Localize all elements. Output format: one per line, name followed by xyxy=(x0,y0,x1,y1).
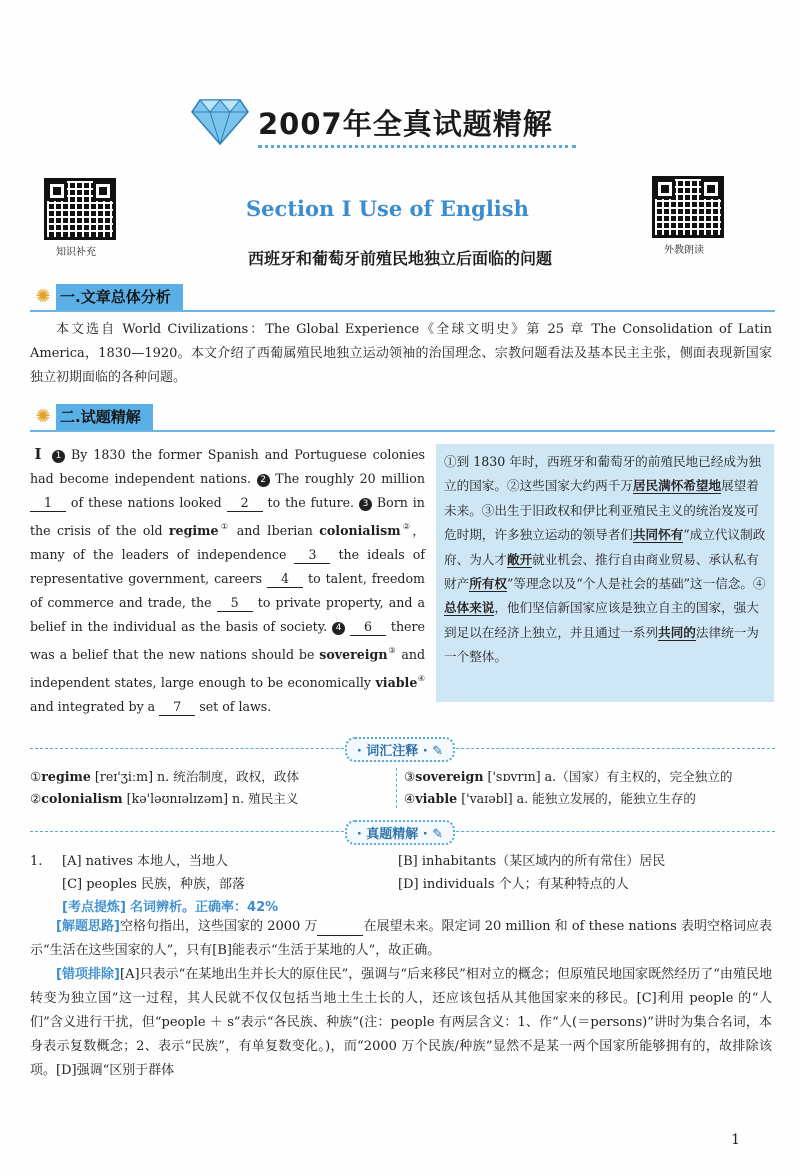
vocab-word: sovereign xyxy=(415,769,484,784)
vocab-num: ④ xyxy=(404,791,416,806)
passage-text: to the future. xyxy=(267,495,355,510)
vocab-def: ['sɒvrɪn] a.（国家）有主权的，完全独立的 xyxy=(487,769,733,784)
passage-text: the ideals of representative government, careers xyxy=(30,547,425,586)
passage-sentence: By 1830 the former Spanish and Portuguese colonies had become independent nations. xyxy=(30,447,425,486)
translation-highlight: 居民满怀希望地 xyxy=(632,478,722,494)
vocab-num: ③ xyxy=(404,769,416,784)
translation-text: ”等理念以及“个人是社会的基础”这一信念。④ xyxy=(506,576,766,592)
solution-idea xyxy=(30,915,772,963)
idea-text: 空格句指出，这些国家的 2000 万 xyxy=(119,919,318,934)
option-a[interactable]: [A] natives 本地人，当地人 xyxy=(62,854,229,869)
translation-text: ，他们坚信新国家应该是独立自主的国家，强大到足以在经济上独立，并且通过一系列 xyxy=(444,600,759,640)
vocab-heading xyxy=(0,737,800,762)
page-title: 2007年全真试题精解 xyxy=(258,107,553,141)
vocab-word: colonialism xyxy=(41,791,123,806)
vocab-word: viable xyxy=(375,675,418,690)
passage-paragraph xyxy=(30,442,425,719)
vocab-entry-4 xyxy=(404,788,696,810)
translation-highlight: 共同怀有 xyxy=(632,527,684,543)
vocab-def: [kə'ləʊnɪəlɪzəm] n. 殖民主义 xyxy=(126,791,299,806)
translation-highlight: 敞开 xyxy=(506,551,533,567)
footnote-marker: ③ xyxy=(387,646,397,655)
sentence-marker: 3 xyxy=(359,498,372,511)
sentence-marker: 4 xyxy=(332,622,345,635)
vocab-entry-2 xyxy=(30,788,299,810)
translation-text: 展望着未来。③出生于旧政权和伊比利亚殖民主义的统治岌岌可危时期，许多独立运动的领导者们 xyxy=(444,478,759,543)
lightbulb-icon: ✺ xyxy=(35,406,51,427)
lightbulb-icon: ✺ xyxy=(35,286,51,307)
answers-heading-label: · 真题精解 · xyxy=(356,827,428,842)
vocab-num: ① xyxy=(30,769,42,784)
passage-subtitle: 西班牙和葡萄牙前殖民地独立后面临的问题 xyxy=(247,249,552,268)
passage-text: to private property, and a belief in the individual as the basis of society. xyxy=(30,595,425,634)
wrong-tag: [错项排除] xyxy=(56,967,121,982)
blank-2[interactable]: 2 xyxy=(227,495,263,512)
vocab-word: viable xyxy=(415,791,458,806)
passage-text: The roughly 20 million xyxy=(275,471,425,486)
footnote-marker: ④ xyxy=(417,674,426,683)
wrong-text: [A]只表示“在某地出生并长大的原住民”，强调与“后来移民”相对立的概念；但原殖民地国家既然经历了“由殖民地转变为独立国”这一过程，其人民就不仅仅包括当地土生土长的人，还应该包括从其他国家来的移民。[C]利用 people 的“人们”含义进行干扰，但“people ＋ s”表示“各民族、种族”(注：people 有两层含义：1、作“人(＝persons)”讲时为集合名词，本身表示复数概念；2、表示“民族”，有单复数变化。)，而“2000 万个民族/种族”显然不是某一两个国家所能够拥有的，故排除该项。[D]强调“区别于群体 xyxy=(30,967,773,1078)
sentence-marker: 1 xyxy=(52,450,65,463)
analysis-text: 本文选自 World Civilizations：The Global Experience《全球文明史》第 25 章 The Consolidation of Latin America，1830—1920。本文介绍了西葡属殖民地独立运动领袖的治国理念、宗教问题看法及基本民主主张，侧面表现新国家独立初期面临的各种问题。 xyxy=(30,322,772,385)
pen-icon: ✎ xyxy=(432,827,444,842)
vocab-entry-1 xyxy=(30,766,299,788)
point-tag: [考点提炼] xyxy=(62,900,126,915)
passage-text: of these nations looked xyxy=(70,495,222,510)
translation-box xyxy=(436,444,774,702)
page-number: 1 xyxy=(731,1132,740,1148)
question-number: 1. xyxy=(30,854,43,869)
section-title: Section Ⅰ Use of English xyxy=(246,196,529,221)
blank-6[interactable]: 6 xyxy=(350,619,386,636)
pen-icon: ✎ xyxy=(432,744,444,759)
analysis-heading-bar xyxy=(30,284,775,312)
blank-1[interactable]: 1 xyxy=(30,495,66,512)
diamond-icon xyxy=(190,96,250,146)
vocab-column-divider xyxy=(396,768,397,808)
translation-highlight: 共同的 xyxy=(658,624,696,640)
footnote-marker: ② xyxy=(400,522,413,531)
passage-text: to talent, freedom of commerce and trade, the xyxy=(30,571,425,610)
analysis-heading: 一.文章总体分析 xyxy=(56,284,183,310)
vocab-entry-3 xyxy=(404,766,732,788)
title-underline xyxy=(258,145,576,148)
wrong-options xyxy=(30,963,772,1083)
qr-left-caption: 知识补充 xyxy=(56,247,96,258)
idea-text: 在展望未来。限定词 20 million 和 of these nations 表明空格词应表示“生活在这些国家的人”，只有[B]能表示“生活于某地的人”，故正确。 xyxy=(30,919,772,958)
translation-text: 就业机会、推行自由商业贸易、承认私有财产 xyxy=(444,551,759,592)
vocab-word: sovereign xyxy=(319,647,388,662)
paragraph-number: Ⅰ xyxy=(34,445,42,463)
passage-text: there was a belief that the new nations should be xyxy=(30,619,425,662)
option-c[interactable]: [C] peoples 民族，种族，部落 xyxy=(62,877,246,892)
blank-7[interactable]: 7 xyxy=(159,699,195,716)
vocab-word: colonialism xyxy=(319,523,401,538)
vocab-num: ② xyxy=(30,791,42,806)
translation-highlight: 所有权 xyxy=(469,576,507,592)
blank-4[interactable]: 4 xyxy=(267,571,303,588)
option-d[interactable]: [D] individuals 个人；有某种特点的人 xyxy=(398,877,629,892)
footnote-marker: ① xyxy=(218,522,231,531)
passage-text: and independent states, large enough to be economically xyxy=(30,647,426,690)
qr-code-right[interactable] xyxy=(652,176,724,238)
translation-text: ①到 1830 年时，西班牙和葡萄牙的前殖民地已经成为独立的国家。②这些国家大约两千万 xyxy=(444,454,762,494)
qr-code-left[interactable] xyxy=(44,178,116,240)
translation-text: “成立代议制政府、为人才 xyxy=(444,527,766,567)
blank-5[interactable]: 5 xyxy=(217,595,253,612)
answers-heading xyxy=(0,820,800,845)
sentence-marker: 2 xyxy=(257,474,270,487)
questions-heading: 二.试题精解 xyxy=(56,404,153,430)
idea-tag: [解题思路] xyxy=(56,919,120,934)
passage-text: Born in the crisis of the old xyxy=(30,495,425,538)
passage-text: and integrated by a xyxy=(30,699,156,714)
vocab-def: ['vaɪəbl] a. 能独立发展的，能独立生存的 xyxy=(461,791,696,806)
passage-text: ，many of the leaders of independence xyxy=(30,523,425,562)
vocab-word: regime xyxy=(168,523,219,538)
vocab-heading-label: · 词汇注释 · xyxy=(356,744,428,759)
qr-right-caption: 外教朗读 xyxy=(664,245,704,256)
passage-text: set of laws. xyxy=(199,699,272,714)
questions-heading-bar xyxy=(30,404,775,432)
vocab-word: regime xyxy=(41,769,91,784)
translation-highlight: 总体来说 xyxy=(444,600,495,616)
blank-3[interactable]: 3 xyxy=(294,547,330,564)
idea-blank xyxy=(317,919,363,936)
vocab-def: [reɪ'ʒiːm] n. 统治制度，政权，政体 xyxy=(94,769,300,784)
option-b[interactable]: [B] inhabitants（某区域内的所有常住）居民 xyxy=(398,854,666,869)
translation-text: 法律统一为一个整体。 xyxy=(444,624,759,665)
point-text: 名词辨析。正确率：42% xyxy=(130,900,279,915)
passage-text: and Iberian xyxy=(236,523,313,538)
